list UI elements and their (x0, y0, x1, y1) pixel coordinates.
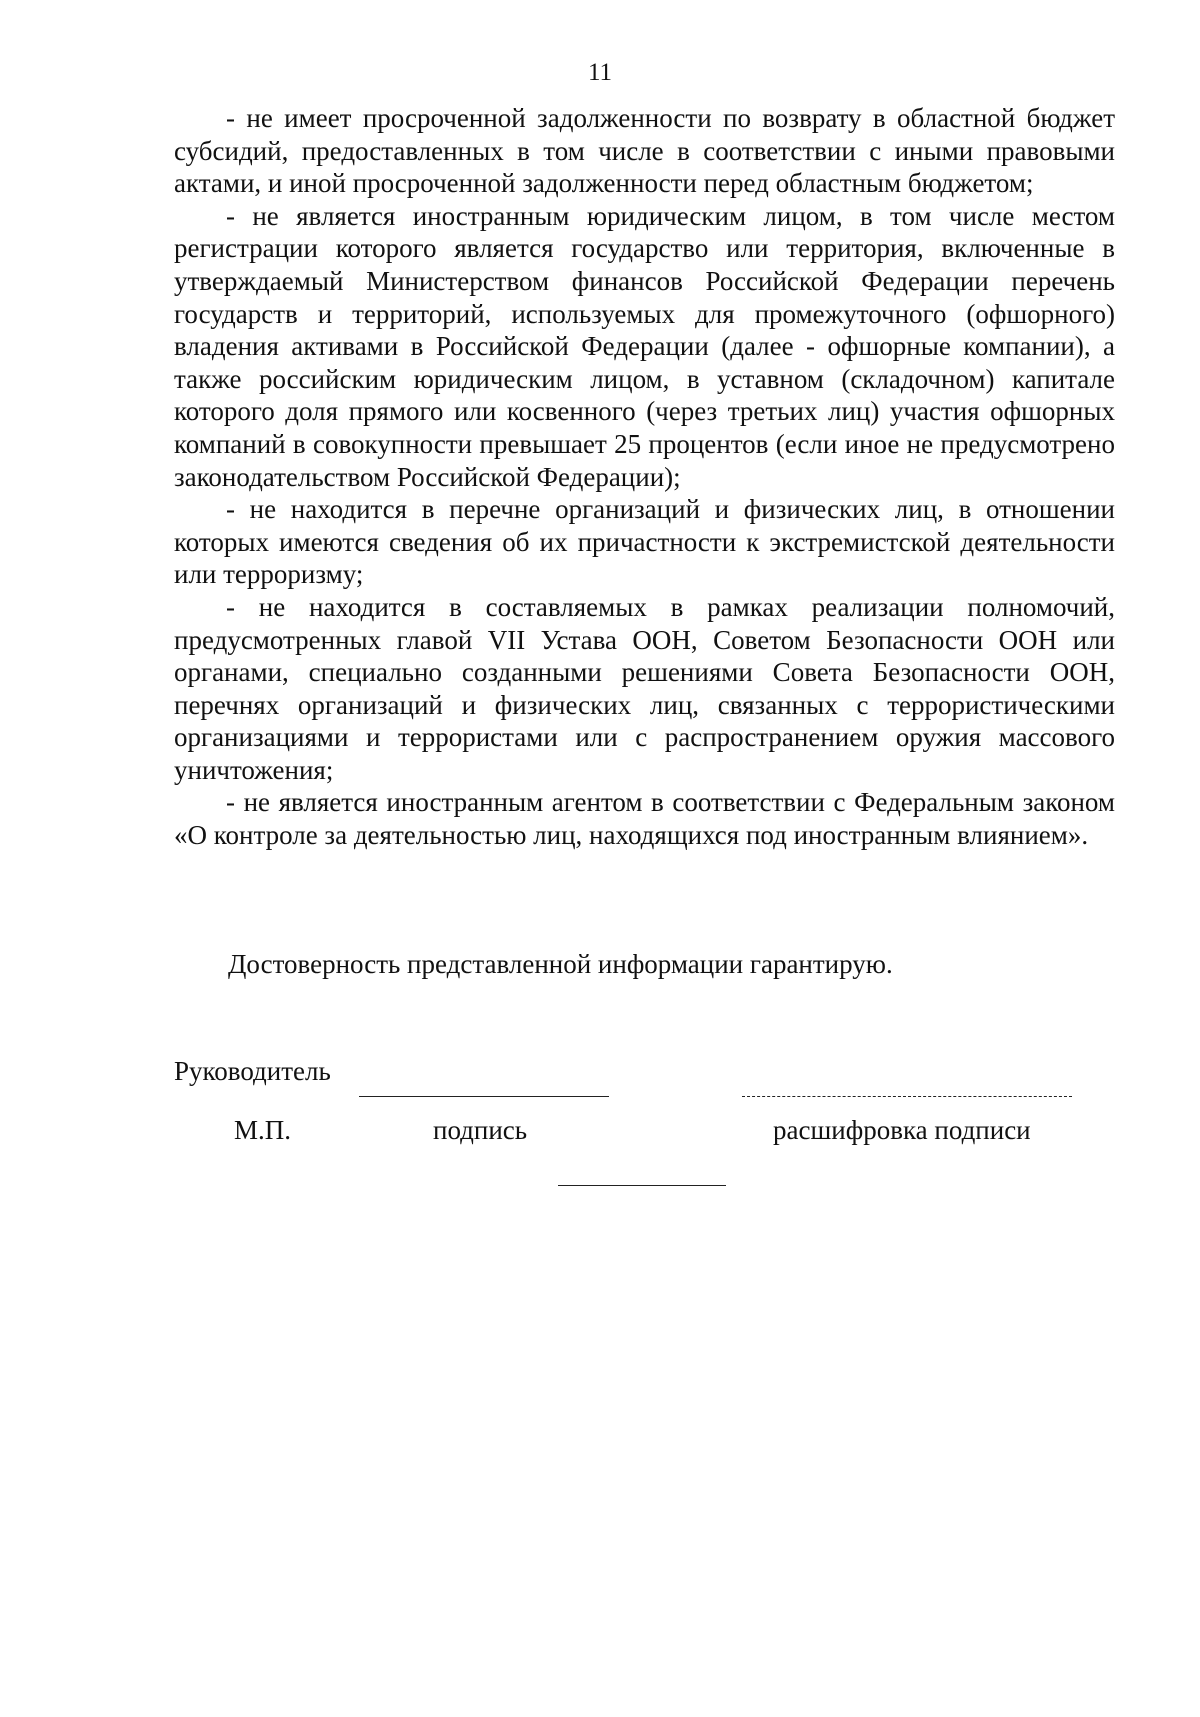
signature-line (359, 1096, 609, 1097)
paragraph-not-un-list: - не находится в составляемых в рамках реализации полномочий, предусмотренных главой VII Устава ООН, Советом Безопасности ООН или органами, специально созданными решениями Совета Безопасности ООН, перечнях организаций и физических лиц, связанных с террористическими организациями и террористами или с распространением оружия массового уничтожения; (174, 591, 1115, 785)
stamp-label: М.П. (234, 1115, 292, 1145)
guarantee-statement: Достоверность представленной информации гарантирую. (228, 949, 893, 979)
document-body (174, 102, 1115, 852)
paragraph-no-overdue-debt: - не имеет просроченной задолженности по возврату в областной бюджет субсидий, предоставленных в том числе в соответствии с иными правовыми актами, и иной просроченной задолженности перед областным бюджетом; (174, 103, 1115, 199)
paragraph-not-extremist-list: - не находится в перечне организаций и физических лиц, в отношении которых имеются сведения об их причастности к экстремистской деятельности или терроризму; (174, 494, 1115, 590)
closing-divider-line (558, 1185, 726, 1186)
signature-decryption-line (742, 1096, 1072, 1097)
head-label: Руководитель (174, 1056, 331, 1086)
page-number: 11 (587, 59, 613, 86)
signature-decryption-label: расшифровка подписи (773, 1115, 1031, 1145)
paragraph-not-foreign-agent: - не является иностранным агентом в соответствии с Федеральным законом «О контроле за деятельностью лиц, находящихся под иностранным влиянием». (174, 787, 1115, 851)
paragraph-not-foreign-entity: - не является иностранным юридическим лицом, в том числе местом регистрации которого является государство или территория, включенные в утверждаемый Министерством финансов Российской Федерации перечень государств и территорий, используемых для промежуточного (офшорного) владения активами в Российской Федерации (далее - офшорные компании), а также российским юридическим лицом, в уставном (складочном) капитале которого доля прямого или косвенного (через третьих лиц) участия офшорных компаний в совокупности превышает 25 процентов (если иное не предусмотрено законодательством Российской Федерации); (174, 200, 1115, 492)
signature-label: подпись (433, 1115, 528, 1145)
